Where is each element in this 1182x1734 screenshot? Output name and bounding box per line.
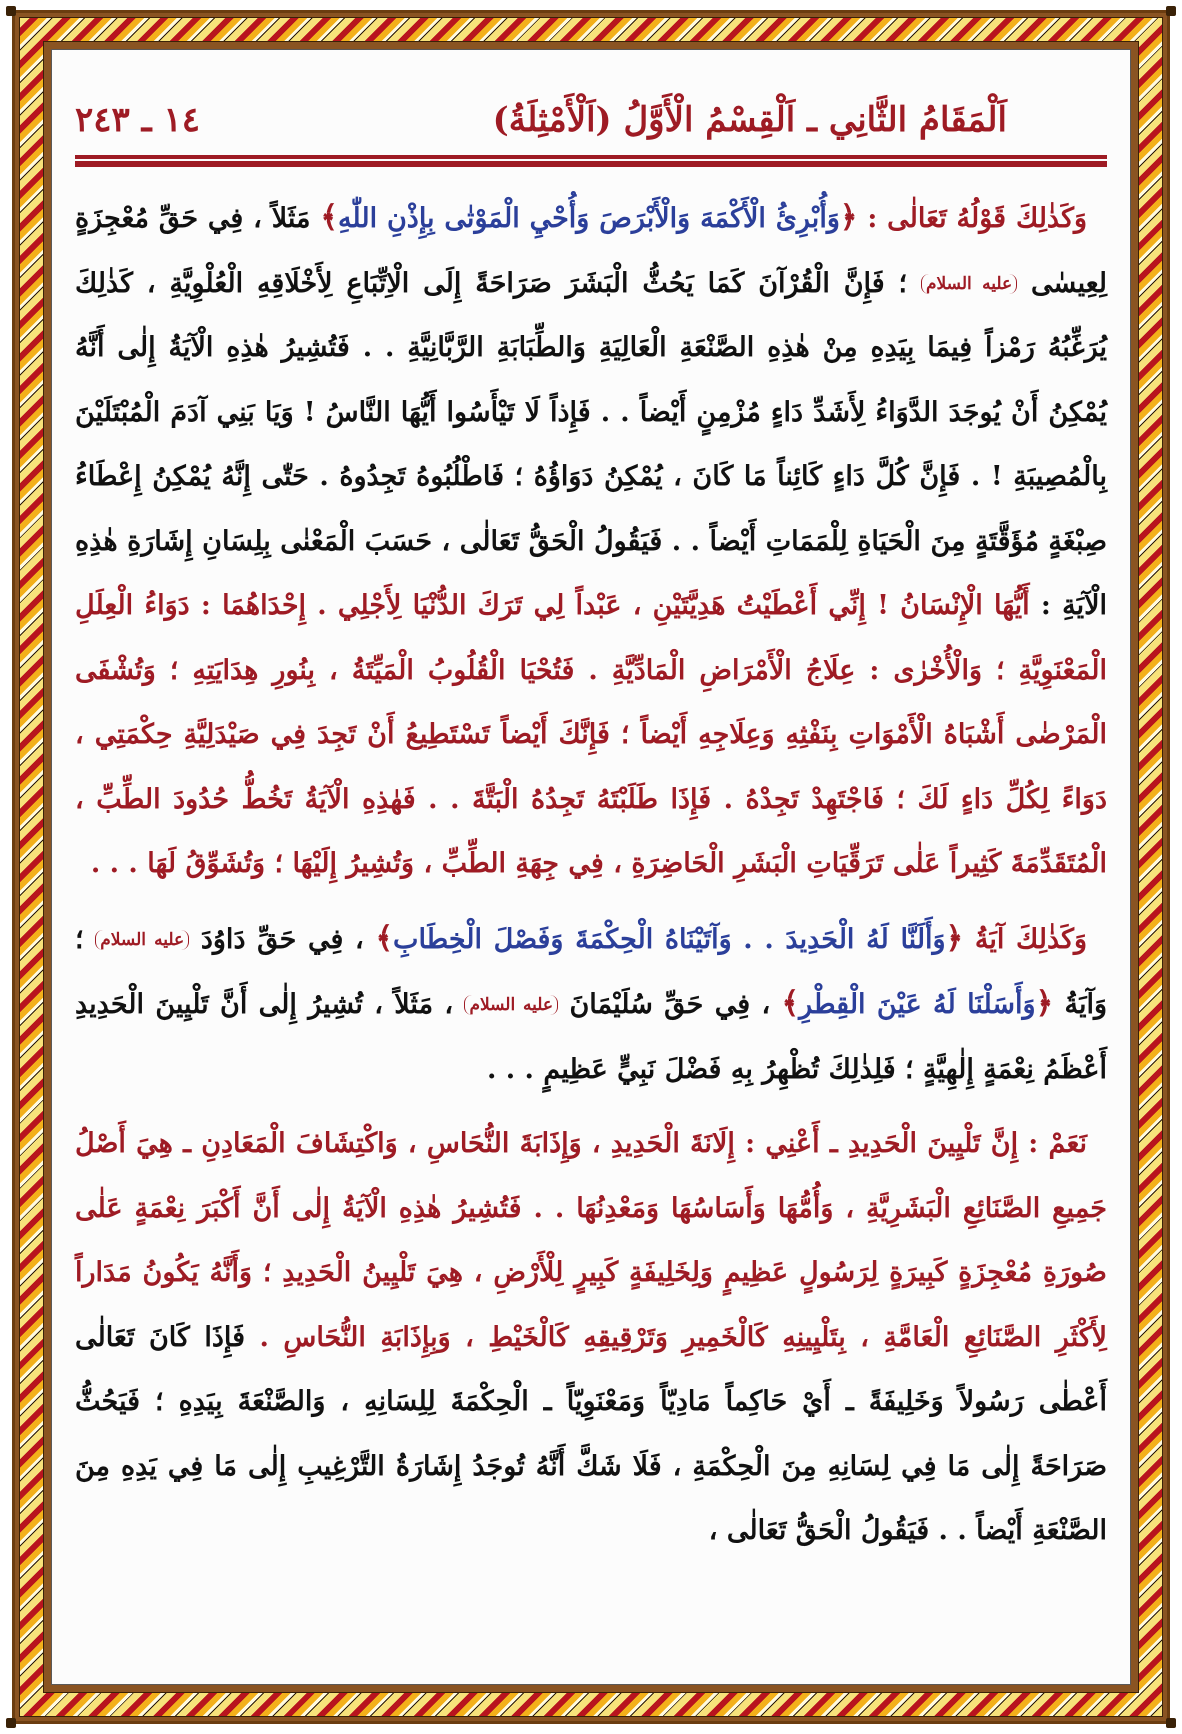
quran-verse: وَأُبْرِئُ الْأَكْمَهَ وَالْأَبْرَصَ وَأُحْيِ الْمَوْتٰى بِإِذْنِ اللّٰهِ <box>337 203 840 234</box>
body-text: ، فِي حَقِّ سُلَيْمَانَ <box>569 989 771 1020</box>
pbuh-icon: عليه السلام <box>464 995 558 1015</box>
body-text: ؛ وَآيَةُ <box>75 923 1108 1020</box>
pbuh-icon: عليه السلام <box>95 930 189 950</box>
quran-close-bracket-icon: ﴾ <box>375 920 394 956</box>
page-body <box>75 186 1107 1564</box>
body-text: مَثَلاً ، فِي حَقِّ مُعْجِزَةٍ لِعِيسٰى <box>75 203 1107 299</box>
divine-speech: أَيُّهَا الْإِنْسَانُ ! إِنِّي أَعْطَيْتُ هَدِيَّتَيْنِ ، عَبْداً لِي تَرَكَ الدُّنْيَا لِأَجْلِي . إِحْدَاهُمَا : دَوَاءُ الْعِلَلِ الْمَعْنَوِيَّةِ ؛ وَالْأُخْرٰى : عِلَاجُ الْأَمْرَاضِ الْمَادِّيَّةِ . فَتُحْيَا الْقُلُوبُ الْمَيِّتَةُ ، بِنُورِ هِدَايَتِهِ ؛ وَتُشْفَى الْمَرْضٰى أَشْبَاهُ الْأَمْوَاتِ بِنَفْثِهِ وَعِلَاجِهِ أَيْضاً ؛ فَإِنَّكَ أَيْضاً تَسْتَطِيعُ أَنْ تَجِدَ فِي صَيْدَلِيَّةِ حِكْمَتِي ، دَوَاءً لِكُلِّ دَاءٍ لَكَ ؛ فَاجْتَهِدْ تَجِدْهُ . فَإِذَا طَلَبْتَهُ تَجِدُهُ الْبَتَّةَ . . فَهٰذِهِ الْآيَةُ تَخُطُّ حُدُودَ الطِّبِّ ، الْمُتَقَدِّمَةَ كَثِيراً عَلٰى تَرَقِّيَاتِ الْبَشَرِ الْحَاضِرَةِ ، فِي جِهَةِ الطِّبِّ ، وَتُشِيرُ إِلَيْهَا ؛ وَتُشَوِّقُ لَهَا . . . <box>75 590 1108 879</box>
body-text: فَإِذَا كَانَ تَعَالٰى أَعْطٰى رَسُولاً وَخَلِيفَةً ـ أَيْ حَاكِماً مَادِيّاً وَمَعْنَوِيّاً ـ الْحِكْمَةَ لِلِسَانِهِ ، وَالصَّنْعَةَ بِيَدِهِ ؛ فَيَحُثُّ صَرَاحَةً إِلٰى مَا فِي لِسَانِهِ مِنَ الْحِكْمَةِ ، فَلَا شَكَّ أَنَّهُ تُوجَدُ إِشَارَةُ التَّرْغِيبِ إِلٰى مَا فِي يَدِهِ مِنَ الصَّنْعَةِ أَيْضاً . . فَيَقُولُ الْحَقُّ تَعَالٰى ، <box>75 1321 1107 1546</box>
quran-close-bracket-icon: ﴾ <box>781 986 800 1021</box>
page-title: اَلْمَقَامُ الثَّانِي ـ اَلْقِسْمُ الْأَوَّلُ (اَلْأَمْثِلَةُ) <box>492 100 1007 140</box>
body-text: ، مَثَلاً ، تُشِيرُ إِلٰى أَنَّ تَلْيِينَ الْحَدِيدِ أَعْظَمُ نِعْمَةٍ إِلٰهِيَّةٍ ؛ فَلِذٰلِكَ تُظْهِرُ بِهِ فَضْلَ نَبِيٍّ عَظِيمٍ . . . <box>75 989 1107 1085</box>
paragraph-3 <box>75 1112 1107 1564</box>
corner-ornament <box>1166 6 1176 16</box>
pbuh-icon: عليه السلام <box>921 274 1017 294</box>
quran-open-bracket-icon: ﴿ <box>1035 986 1054 1021</box>
page-number: ١٤ ـ ٢٤٣ <box>75 100 200 140</box>
page-header <box>75 92 1107 148</box>
corner-ornament <box>1166 1718 1176 1728</box>
quran-verse: وَأَسَلْنَا لَهُ عَيْنَ الْقِطْرِ <box>799 989 1036 1020</box>
header-rule-thick <box>75 161 1107 167</box>
paragraph-2 <box>75 907 1107 1103</box>
quran-open-bracket-icon: ﴿ <box>839 200 858 235</box>
emphasis-text: نَعَمْ : إِنَّ تَلْيِينَ الْحَدِيدِ ـ أَعْنِي : إِلَانَةَ الْحَدِيدِ ، وَإِذَابَةَ النُّحَاسِ ، وَاكْتِشَافَ الْمَعَادِنِ ـ هِيَ أَصْلُ جَمِيعِ الصَّنَائِعِ الْبَشَرِيَّةِ ، وَأُمُّهَا وَأَسَاسُهَا وَمَعْدِنُهَا . . فَتُشِيرُ هٰذِهِ الْآيَةُ إِلٰى أَنَّ أَكْبَرَ نِعْمَةٍ عَلٰى صُورَةِ مُعْجِزَةٍ كَبِيرَةٍ لِرَسُولٍ عَظِيمٍ وَلِخَلِيفَةٍ كَبِيرٍ لِلْأَرْضِ ، هِيَ تَلْيِينُ الْحَدِيدِ ؛ وَأَنَّهُ يَكُونُ مَدَاراً لِأَكْثَرِ الصَّنَائِعِ الْعَامَّةِ ، بِتَلْيِينِهِ كَالْخَمِيرِ وَتَرْقِيقِهِ كَالْخَيْطِ ، وَبِإِذَابَةِ النُّحَاسِ . <box>75 1128 1107 1353</box>
intro-phrase: وَكَذٰلِكَ آيَةُ <box>974 923 1088 955</box>
intro-phrase: وَكَذٰلِكَ قَوْلُهُ تَعَالٰى : <box>867 203 1087 234</box>
body-text: ، فِي حَقِّ دَاوُدَ <box>200 923 364 955</box>
body-text: ؛ فَإِنَّ الْقُرْآنَ كَمَا يَحُثُّ الْبَشَرَ صَرَاحَةً إِلَى الْاِتِّبَاعِ لِأَخْلَاقِهِ الْعُلْوِيَّةِ ، كَذٰلِكَ يُرَغِّبُهُ رَمْزاً فِيمَا بِيَدِهِ مِنْ هٰذِهِ الصَّنْعَةِ الْعَالِيَةِ وَالطِّبَابَةِ الرَّبَّانِيَّةِ . . فَتُشِيرُ هٰذِهِ الْآيَةُ إِلٰى أَنَّهُ يُمْكِنُ أَنْ يُوجَدَ الدَّوَاءُ لِأَشَدِّ دَاءٍ مُزْمِنٍ أَيْضاً . . فَإِذاً لَا تَيْأَسُوا أَيُّهَا النَّاسُ ! وَيَا بَنِي آدَمَ الْمُبْتَلَيْنَ بِالْمُصِيبَةِ ! . فَإِنَّ كُلَّ دَاءٍ كَائِناً مَا كَانَ ، يُمْكِنُ دَوَاؤُهُ ؛ فَاطْلُبُوهُ تَجِدُوهُ . حَتّٰى إِنَّهُ يُمْكِنُ إِعْطَاءُ صِبْغَةٍ مُؤَقَّتَةٍ مِنَ الْحَيَاةِ لِلْمَمَاتِ أَيْضاً . . فَيَقُولُ الْحَقُّ تَعَالٰى ، حَسَبَ الْمَعْنٰى بِلِسَانِ إِشَارَةِ هٰذِهِ الْآيَةِ : <box>75 267 1107 621</box>
corner-ornament <box>6 6 16 16</box>
paragraph-1 <box>75 186 1107 897</box>
quran-close-bracket-icon: ﴾ <box>320 200 338 235</box>
corner-ornament <box>6 1718 16 1728</box>
header-rule-thin <box>75 155 1107 159</box>
quran-open-bracket-icon: ﴿ <box>945 920 964 956</box>
quran-verse: وَأَلَنَّا لَهُ الْحَدِيدَ . . وَآتَيْنَاهُ الْحِكْمَةَ وَفَصْلَ الْخِطَابِ <box>393 923 946 955</box>
